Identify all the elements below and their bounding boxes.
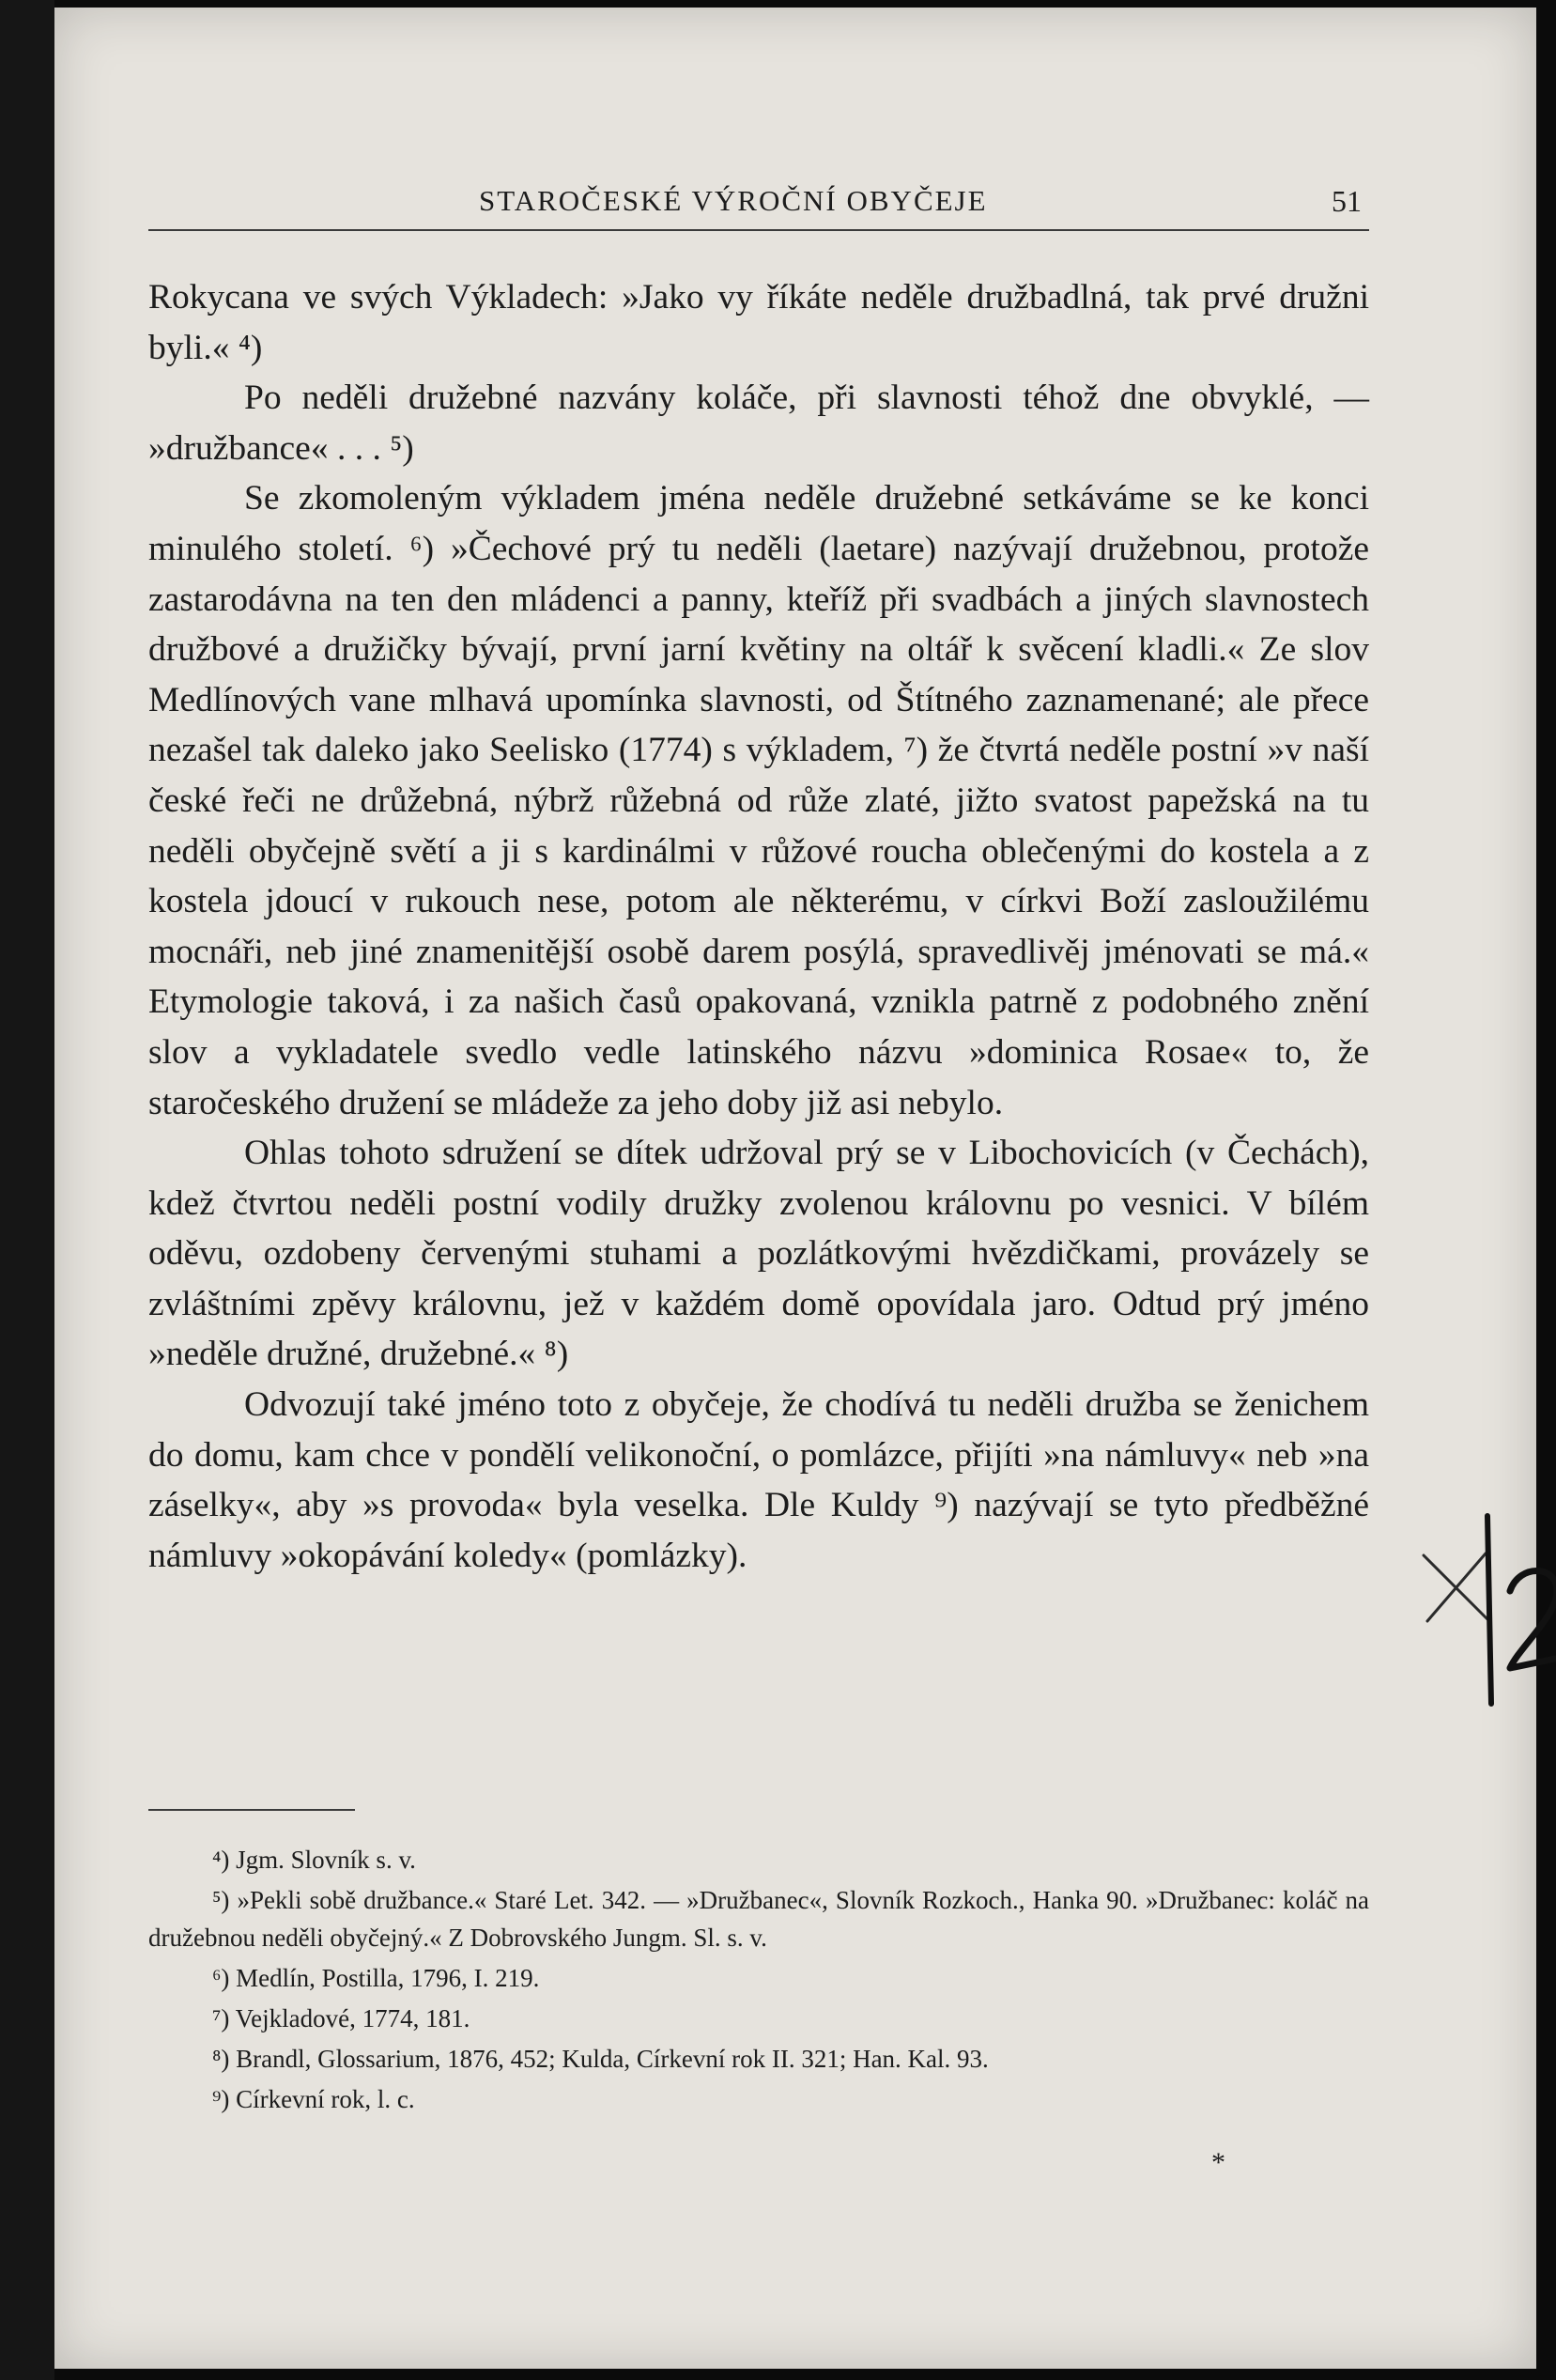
footnote-4: ⁴) Jgm. Slovník s. v. <box>212 1846 416 1874</box>
page-header <box>148 180 1369 231</box>
scan-dark-edge <box>0 0 54 2380</box>
running-title: STAROČESKÉ VÝROČNÍ OBYČEJE <box>479 184 988 217</box>
footnote-rule <box>148 1809 355 1811</box>
paragraph-1: Rokycana ve svých Výkladech: »Jako vy říkáte neděle družbadlná, tak prvé družni byli.« ⁴) <box>148 278 1369 367</box>
paragraph-4: Ohlas tohoto sdružení se dítek udržoval prý se v Libochovicích (v Čechách), kdež čtvrtou neděli postní vodily družky zvolenou královnu po vesnici. V bílém oděvu, ozdobeny červenými stuhami a pozlátkovými hvězdičkami, provázely se zvláštními zpěvy královnu, jež v každém domě opovídala jaro. Odtud prý jméno »neděle družné, družebné.« ⁸) <box>148 1134 1369 1374</box>
footnote-8: ⁸) Brandl, Glossarium, 1876, 452; Kulda, Církevní rok II. 321; Han. Kal. 93. <box>212 2045 989 2073</box>
paragraph-5: Odvozují také jméno toto z obyčeje, že chodívá tu neděli družba se ženichem do domu, kam chce v pondělí velikonoční, o pomlázce, přijíti »na námluvy« neb »na záselky«, aby »s provoda« byla veselka. Dle Kuldy ⁹) nazývají se tyto předběžné námluvy »okopávání koledy« (pomlázky). <box>148 1385 1369 1575</box>
book-page <box>54 8 1536 2369</box>
footnote-7: ⁷) Vejkladové, 1774, 181. <box>212 2004 470 2032</box>
footnotes <box>148 1841 1369 2121</box>
footnote-6: ⁶) Medlín, Postilla, 1796, I. 219. <box>212 1964 540 1992</box>
asterisk-ornament: * <box>1211 2147 1225 2178</box>
footnote-9: ⁹) Církevní rok, l. c. <box>212 2085 415 2113</box>
paragraph-3: Se zkomoleným výkladem jména neděle družebné setkáváme se ke konci minulého století. ⁶) »Čechové prý tu neděli (laetare) nazývají družebnou, protože zastarodávna na ten den mládenci a panny, kteříž při svadbách a jiných slavnostech družbové a družičky bývají, první jarní květiny na oltář k svěcení kladli.« Ze slov Medlínových vane mlhavá upomínka slavnosti, od Štítného zaznamenané; ale přece nezašel tak daleko jako Seelisko (1774) s výkladem, ⁷) že čtvrtá neděle postní »v naší české řeči ne drůžebná, nýbrž růžebná od růže zlaté, jižto svatost papežská na tu neděli obyčejně světí a ji s kardinálmi v růžové roucha oblečenými do kostela a z kostela jdoucí v rukouch nese, potom ale některému, v církvi Boží zasloužilému mocnáři, neb jiné znamenitější osobě darem posýlá, spravedlivěj jménovati se má.« Etymologie taková, i za našich časů opakovaná, vznikla patrně z podobného znění slov a vykladatele svedlo vedle latinského názvu »dominica Rosae« to, že staročeského družení se mládeže za jeho doby již asi nebylo. <box>148 479 1369 1122</box>
paragraph-2: Po neděli družebné nazvány koláče, při slavnosti téhož dne obvyklé, — »družbance« . . . ⁵) <box>148 379 1369 468</box>
page-number: 51 <box>1332 184 1362 218</box>
footnote-5: ⁵) »Pekli sobě družbance.« Staré Let. 342. — »Družbanec«, Slovník Rozkoch., Hanka 90. »Družbanec: koláč na družebnou neděli obyčejný.« Z Dobrovského Jungm. Sl. s. v. <box>148 1886 1369 1952</box>
handwritten-two-mark <box>1482 1507 1556 1713</box>
body-text <box>148 272 1369 1581</box>
